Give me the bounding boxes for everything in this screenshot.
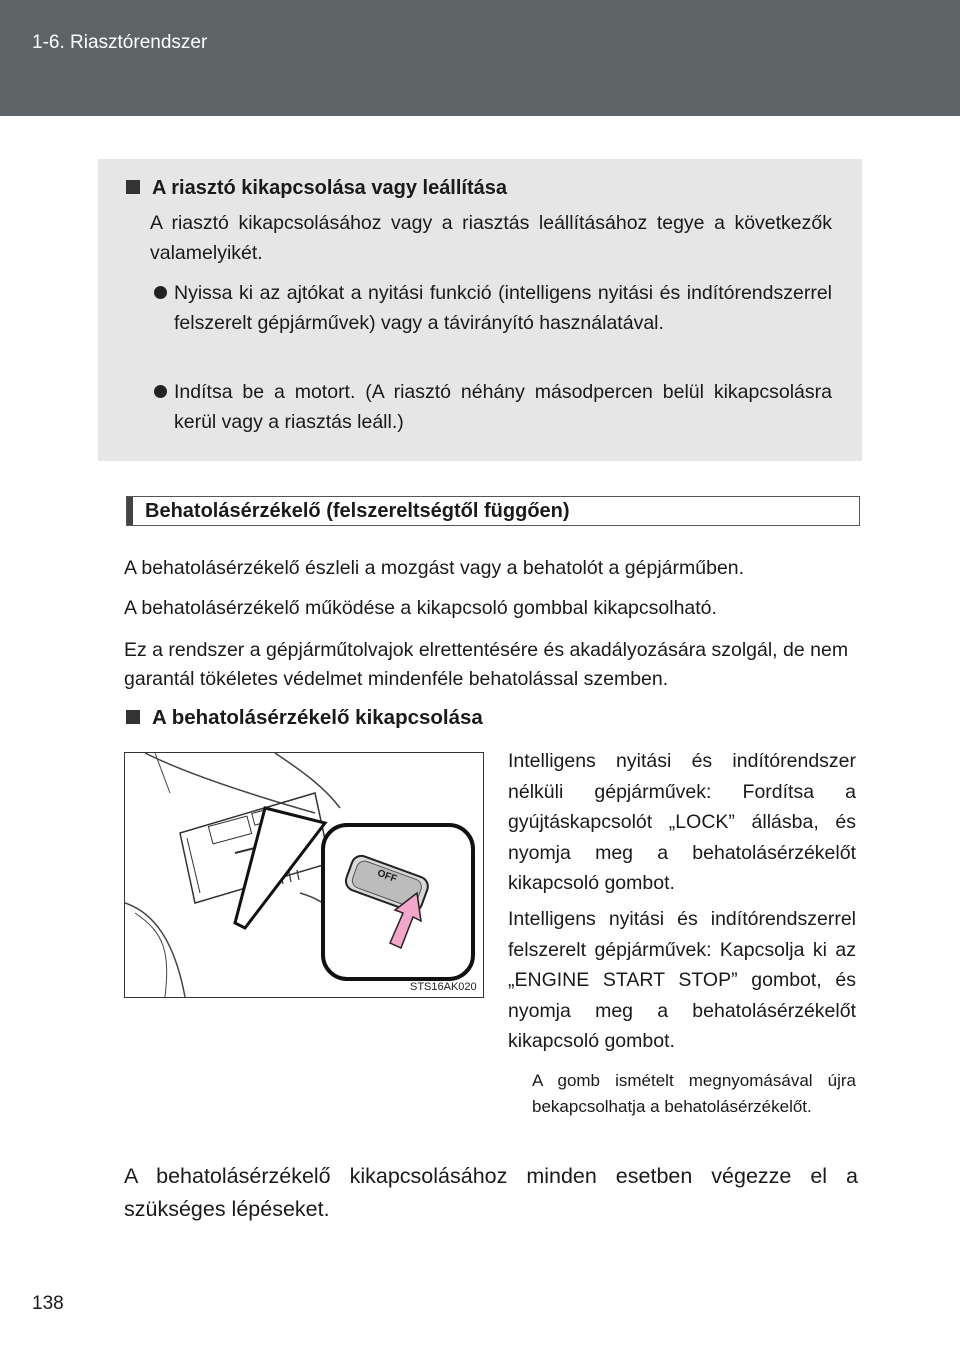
section-title: Behatolásérzékelő (felszereltségtől függően)	[126, 496, 860, 526]
info-bullet: Nyissa ki az ajtókat a nyitási funkció (intelligens nyitási és indítórendszerrel felszerelt gépjárművek) vagy a távirányító használatával.	[154, 278, 832, 338]
info-bullet: Indítsa be a motort. (A riasztó néhány másodpercen belül kikapcsolásra kerül vagy a riasztás leáll.)	[154, 377, 832, 437]
body-paragraph: Ez a rendszer a gépjárműtolvajok elrettentésére és akadályozására szolgál, de nem garantál tökéletes védelmet mindenféle behatolással szemben.	[124, 639, 849, 690]
body-paragraph: A behatolásérzékelő működése a kikapcsoló gombbal kikapcsolható.	[124, 597, 717, 619]
off-button-label: OFF	[375, 867, 399, 886]
bullet-dot-icon	[154, 385, 167, 398]
bullet-dot-icon	[154, 286, 167, 299]
final-paragraph: A behatolásérzékelő kikapcsolásához minden esetben végezze el a szükséges lépéseket.	[124, 1164, 858, 1221]
subsection-heading: A behatolásérzékelő kikapcsolása	[126, 706, 483, 730]
instruction-paragraph: Intelligens nyitási és indítórendszerrel felszerelt gépjárművek: Kapcsolja ki az „ENGINE START STOP” gombot, és nyomja meg a behatolásérzékelőt kikapcsoló gombot.	[508, 908, 856, 1052]
info-box	[98, 159, 862, 461]
info-box-heading: A riasztó kikapcsolása vagy leállítása	[126, 177, 507, 200]
square-bullet-icon	[126, 180, 140, 194]
page-header	[0, 0, 960, 116]
instruction-paragraph: Intelligens nyitási és indítórendszer nélküli gépjárművek: Fordítsa a gyújtáskapcsolót „LOCK” állásba, és nyomja meg a behatolásérzékelőt kikapcsoló gombot.	[508, 750, 856, 894]
section-title-bar	[127, 497, 133, 525]
figure-code: STS16AK020	[410, 981, 477, 993]
info-box-intro: A riasztó kikapcsolásához vagy a riasztás leállításához tegye a következők valamelyikét.	[150, 212, 832, 264]
square-bullet-icon	[126, 710, 140, 724]
overhead-console-illustration	[125, 753, 483, 997]
body-paragraph: A behatolásérzékelő észleli a mozgást vagy a behatolót a gépjárműben.	[124, 557, 745, 579]
intrusion-sensor-figure	[124, 752, 484, 998]
page-number: 138	[32, 1293, 64, 1314]
note-text: A gomb ismételt megnyomásával újra bekapcsolhatja a behatolásérzékelőt.	[532, 1071, 856, 1116]
section-label: 1-6. Riasztórendszer	[32, 32, 208, 53]
